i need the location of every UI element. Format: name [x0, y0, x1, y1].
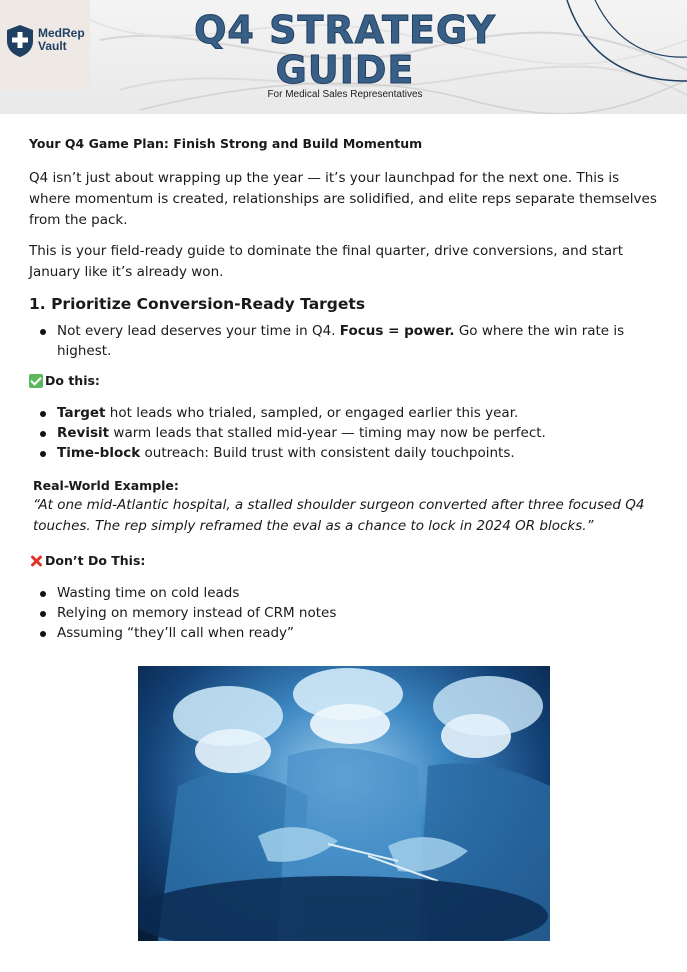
dont-list	[29, 583, 659, 643]
focus-list	[29, 321, 659, 361]
example-heading: Real-World Example:	[33, 478, 179, 493]
surgeons-photo	[138, 666, 550, 941]
page-subtitle: For Medical Sales Representatives	[267, 89, 423, 100]
shield-cross-icon	[6, 24, 34, 58]
list-item: Assuming “they’ll call when ready”	[29, 623, 659, 643]
header-banner	[0, 0, 687, 114]
dont-do-heading	[29, 551, 659, 571]
list-item	[29, 321, 659, 361]
surgery-illustration	[138, 666, 550, 941]
intro-kicker: Your Q4 Game Plan: Finish Strong and Build Momentum	[29, 136, 423, 151]
do-item-bold: Time-block	[57, 445, 141, 461]
list-item	[29, 443, 659, 463]
logo	[0, 0, 90, 90]
do-heading-label: Do this:	[45, 373, 100, 388]
do-list	[29, 403, 659, 463]
intro-paragraph-2: This is your field-ready guide to dominate the final quarter, drive conversions, and start January like it’s already won.	[29, 243, 624, 280]
checkmark-icon	[29, 374, 43, 388]
dont-heading-label: Don’t Do This:	[45, 553, 146, 568]
do-item-bold: Revisit	[57, 425, 110, 441]
do-item-text: hot leads who trialed, sampled, or engaged earlier this year.	[105, 405, 519, 421]
page-title: Q4 STRATEGY GUIDE	[194, 8, 496, 92]
list-item: Wasting time on cold leads	[29, 583, 659, 603]
bullet-text: Not every lead deserves your time in Q4.	[57, 323, 340, 339]
decorative-arc	[557, 0, 687, 100]
intro-paragraph-1: Q4 isn’t just about wrapping up the year — it’s your launchpad for the next one. This is where momentum is created, relationships are solidified, and elite reps separate themselves from the pack.	[29, 170, 657, 228]
do-item-bold: Target	[57, 405, 106, 421]
logo-text: MedRep Vault	[38, 26, 85, 53]
list-item	[29, 423, 659, 443]
bullet-tail: Go where the win rate is highest.	[57, 323, 625, 359]
do-item-text: warm leads that stalled mid-year — timing may now be perfect.	[109, 425, 546, 441]
do-item-text: outreach: Build trust with consistent daily touchpoints.	[140, 445, 515, 461]
do-this-heading	[29, 371, 659, 391]
cross-icon	[29, 554, 43, 568]
main-content	[29, 128, 659, 643]
list-item: Relying on memory instead of CRM notes	[29, 603, 659, 623]
bullet-bold: Focus = power.	[339, 323, 455, 339]
list-item	[29, 403, 659, 423]
example-quote: “At one mid-Atlantic hospital, a stalled shoulder surgeon converted after three focused Q4 touches. The rep simply reframed the eval as a chance to lock in 2024 OR blocks.”	[33, 497, 645, 534]
section-heading: 1. Prioritize Conversion-Ready Targets	[29, 295, 366, 313]
